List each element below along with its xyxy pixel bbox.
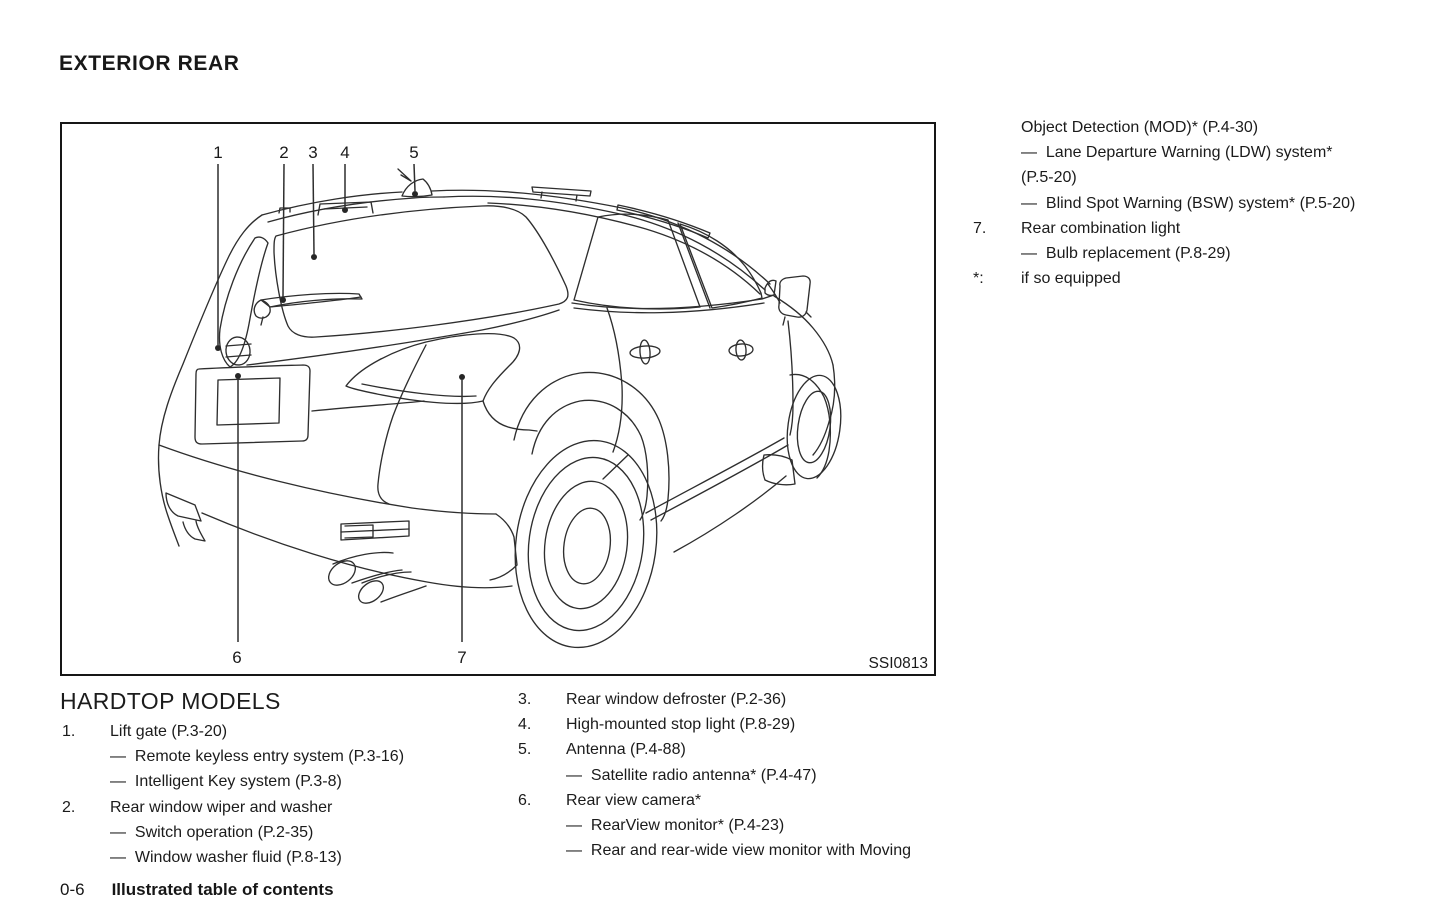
list-item-number — [60, 820, 110, 845]
list-item — [971, 165, 1421, 190]
list-item-number — [60, 769, 110, 794]
parts-list-left — [60, 719, 520, 870]
list-item-text: High-mounted stop light (P.8-29) — [566, 716, 796, 734]
list-item-number: 1. — [62, 723, 76, 740]
parts-list-middle — [516, 687, 966, 863]
car-rear-diagram — [62, 124, 934, 674]
list-item — [516, 813, 966, 838]
list-item-text: Antenna (P.4-88) — [566, 741, 686, 759]
list-item-number: 5. — [518, 741, 532, 759]
callout-3: 3 — [308, 143, 318, 162]
list-item-number — [971, 241, 1021, 266]
footer-title: Illustrated table of contents — [111, 880, 334, 899]
list-item — [516, 788, 966, 813]
list-item-number: *: — [973, 270, 984, 288]
callout-leaders — [215, 164, 465, 642]
callout-5: 5 — [409, 143, 419, 162]
list-item-number — [971, 165, 1021, 190]
list-item-number — [971, 115, 1021, 140]
list-item-text: — Switch operation (P.2-35) — [110, 823, 314, 841]
car-line-drawing — [158, 169, 846, 657]
list-item — [971, 266, 1421, 291]
list-item-number — [60, 744, 110, 769]
list-item-number — [516, 838, 566, 863]
list-item — [60, 744, 520, 769]
list-item — [516, 712, 966, 737]
list-item-text: — Rear and rear-wide view monitor with Moving — [566, 842, 912, 860]
list-item-text: (P.5-20) — [1021, 169, 1077, 187]
list-item-text: Rear view camera* — [566, 791, 702, 809]
list-item — [60, 845, 520, 870]
list-item-number: 6. — [518, 791, 532, 809]
list-item-number — [516, 763, 566, 788]
list-item-text: Lift gate (P.3-20) — [110, 723, 228, 740]
list-item-text: Object Detection (MOD)* (P.4-30) — [1021, 119, 1259, 136]
list-item-text: Rear window defroster (P.2-36) — [566, 691, 787, 708]
list-item-text: — Blind Spot Warning (BSW) system* (P.5-20) — [1021, 194, 1356, 212]
list-item — [60, 795, 520, 820]
list-item-number — [971, 191, 1021, 216]
list-item-number: 3. — [518, 691, 532, 708]
list-item-text: — Bulb replacement (P.8-29) — [1021, 244, 1231, 262]
list-item — [516, 763, 966, 788]
list-item — [971, 140, 1421, 165]
list-item — [516, 838, 966, 863]
list-item-number — [60, 845, 110, 870]
callout-6: 6 — [232, 648, 242, 667]
list-item-number — [971, 140, 1021, 165]
figure-code: SSI0813 — [868, 655, 928, 672]
list-item — [971, 241, 1421, 266]
callout-1: 1 — [213, 143, 223, 162]
list-item-text: if so equipped — [1021, 270, 1121, 288]
list-item-number: 7. — [973, 219, 987, 237]
list-item — [971, 115, 1421, 140]
list-item — [60, 769, 520, 794]
list-item-number — [516, 813, 566, 838]
list-item-number: 2. — [62, 798, 76, 816]
list-item — [971, 191, 1421, 216]
list-item-number: 4. — [518, 716, 532, 734]
list-item-text: Rear combination light — [1021, 219, 1181, 237]
list-item — [971, 216, 1421, 241]
callout-7: 7 — [457, 648, 467, 667]
list-item — [60, 719, 520, 744]
list-item-text: — Intelligent Key system (P.3-8) — [110, 773, 342, 791]
page-footer — [60, 877, 334, 902]
list-item-text: — Lane Departure Warning (LDW) system* — [1021, 144, 1333, 162]
list-item-text: — Window washer fluid (P.8-13) — [110, 848, 342, 866]
list-item — [516, 687, 966, 712]
parts-list-right — [971, 115, 1421, 291]
exterior-rear-figure — [60, 122, 936, 676]
callout-2: 2 — [279, 143, 289, 162]
page-title: EXTERIOR REAR — [59, 52, 240, 75]
page-number: 0-6 — [60, 880, 85, 899]
list-item-text: Rear window wiper and washer — [110, 798, 333, 816]
list-item-text: — Remote keyless entry system (P.3-16) — [110, 748, 405, 766]
list-item-text: — RearView monitor* (P.4-23) — [566, 816, 785, 834]
hardtop-models-heading: HARDTOP MODELS — [60, 688, 281, 714]
callout-4: 4 — [340, 143, 350, 162]
list-item-text: — Satellite radio antenna* (P.4-47) — [566, 766, 817, 784]
list-item — [60, 820, 520, 845]
list-item — [516, 737, 966, 762]
